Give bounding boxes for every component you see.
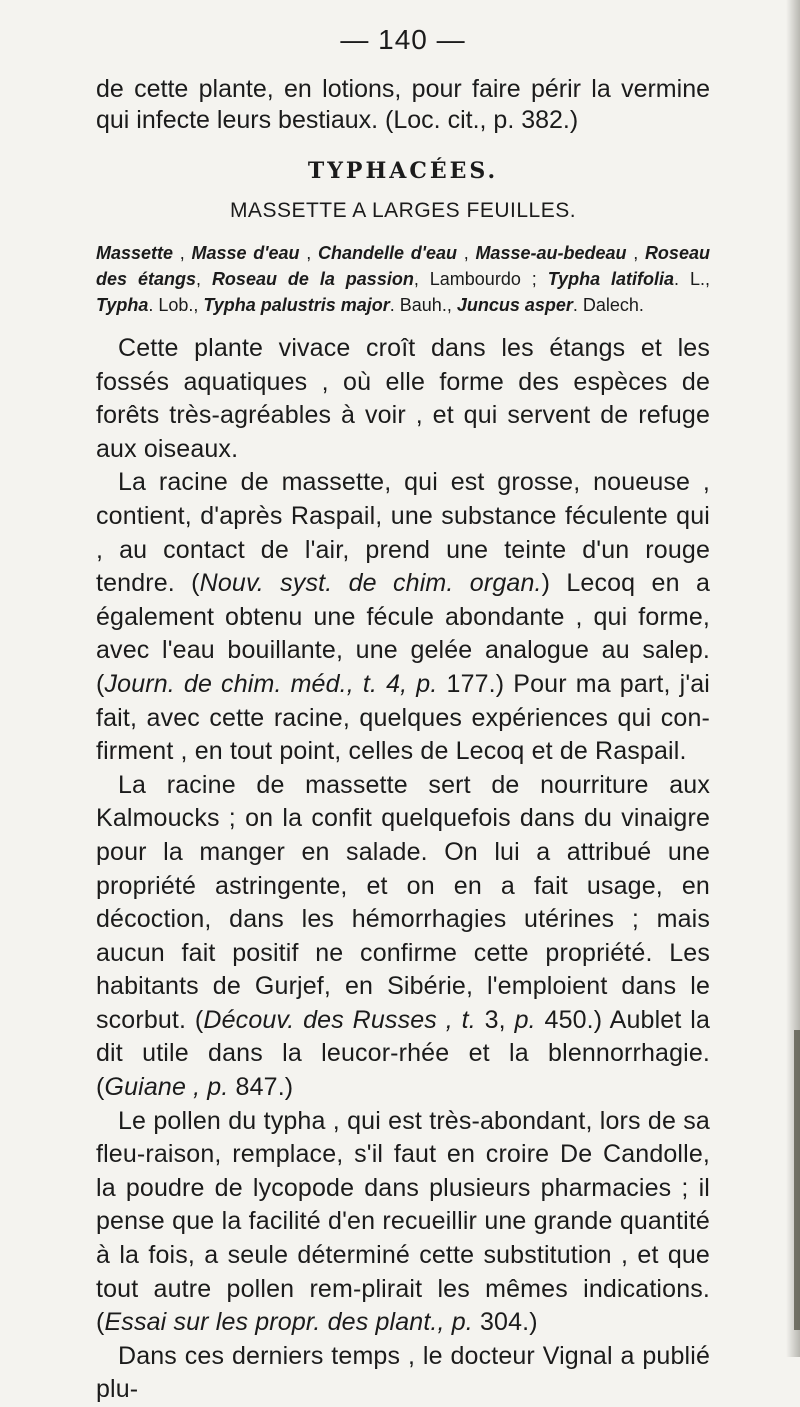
text-run: Le pollen du typha , qui est très-abondant, lors de sa fleu-raison, remplace, s'il faut en croire De Candolle, la poudre de lycopode dans plusieurs pharmacies ; il pense que la facilité d'en recueillir une grande quantité à la fois, a seule déterminé cette substitution , et que tout autre pollen rem-plirait les mêmes indications. ( [96, 1106, 710, 1337]
plant-title: MASSETTE A LARGES FEUILLES. [229, 199, 577, 222]
text-run: , [173, 243, 192, 263]
section-heading: TYPHACÉES. [307, 158, 499, 184]
text-run: La racine de massette, qui est grosse, noueuse , contient, d'après Raspail, une substance féculente qui , au contact de l'air, prend une teinte d'un rouge tendre. ( [96, 468, 710, 598]
italic-text-run: Typha latifolia [547, 269, 675, 289]
italic-text-run: Roseau de la passion [211, 269, 414, 289]
body-paragraph [96, 466, 710, 768]
italic-text-run: Massette [96, 243, 174, 263]
body-text [96, 332, 710, 1407]
text-run: 450.) Aublet la dit utile dans la leucor-rhée et la blennorrhagie. ( [96, 1005, 711, 1102]
italic-text-run: Journ. de chim. méd., t. 4, p. [104, 669, 438, 698]
text-run: , [626, 243, 645, 263]
italic-text-run: Essai sur les propr. des plant., p. [104, 1308, 473, 1337]
text-run: . Dalech. [572, 295, 644, 315]
italic-text-run: Typha palustris major [203, 295, 390, 315]
italic-text-run: Typha [96, 295, 149, 315]
text-run: 177.) Pour ma part, j'ai fait, avec cette racine, quelques expériences qui con-firment , en tout point, celles de Lecoq et de Raspail. [96, 669, 710, 766]
text-run: 847.) [228, 1073, 294, 1102]
text-run: , [299, 243, 318, 263]
italic-text-run: Guiane , p. [104, 1073, 229, 1102]
body-paragraph [96, 1340, 710, 1407]
italic-text-run: Masse-au-bedeau [475, 243, 627, 263]
body-paragraph [96, 332, 710, 466]
text-run: , [457, 243, 476, 263]
italic-text-run: Chandelle d'eau [317, 243, 457, 263]
body-paragraph [96, 769, 710, 1105]
text-run: , [195, 269, 212, 289]
italic-text-run: Roseau des étangs [96, 243, 710, 289]
text-run: 3, [475, 1005, 515, 1034]
body-paragraph [96, 1105, 710, 1340]
scan-edge-mark [794, 1030, 800, 1330]
intro-paragraph: de cette plante, en lotions, pour faire périr la vermine qui infecte leurs bestiaux. (Loc. cit., p. 382.) [96, 75, 710, 134]
text-run: . L., [674, 269, 710, 289]
text-run: Cette plante vivace croît dans les étangs et les fossés aquatiques , où elle forme des espèces de forêts très-agréables à voir , et qui servent de refuge aux oiseaux. [96, 334, 710, 463]
text-run: 304.) [472, 1308, 538, 1337]
italic-text-run: Juncus asper [456, 295, 573, 315]
text-run: Dans ces derniers temps , le docteur Vignal a publié plu- [96, 1341, 710, 1404]
page-number: — 140 — [340, 24, 466, 55]
italic-text-run: Masse d'eau [191, 243, 300, 263]
text-run: ) Lecoq en a également obtenu une fécule abondante , qui forme, avec l'eau bouillante, une gelée analogue au salep. ( [96, 569, 710, 698]
italic-text-run: Nouv. syst. de chim. organ. [199, 569, 542, 598]
italic-text-run: Découv. des Russes , t. [203, 1005, 476, 1034]
book-page [96, 22, 710, 1407]
text-run: La racine de massette sert de nourriture aux Kalmoucks ; on la confit quelquefois dans du vinaigre pour la manger en salade. On lui a attribué une propriété astringente, et on en a fait usage, en décoction, dans les hémorrhagies utérines ; mais aucun fait positif ne confirme cette propriété. Les habitants de Gurjef, en Sibérie, l'emploient dans le scorbut. ( [96, 770, 710, 1034]
text-run: , Lambourdo ; [413, 269, 548, 289]
synonyms-paragraph [96, 240, 710, 318]
text-run: . Bauh., [389, 295, 457, 315]
text-run: . Lob., [148, 295, 204, 315]
italic-text-run: p. [514, 1005, 536, 1034]
